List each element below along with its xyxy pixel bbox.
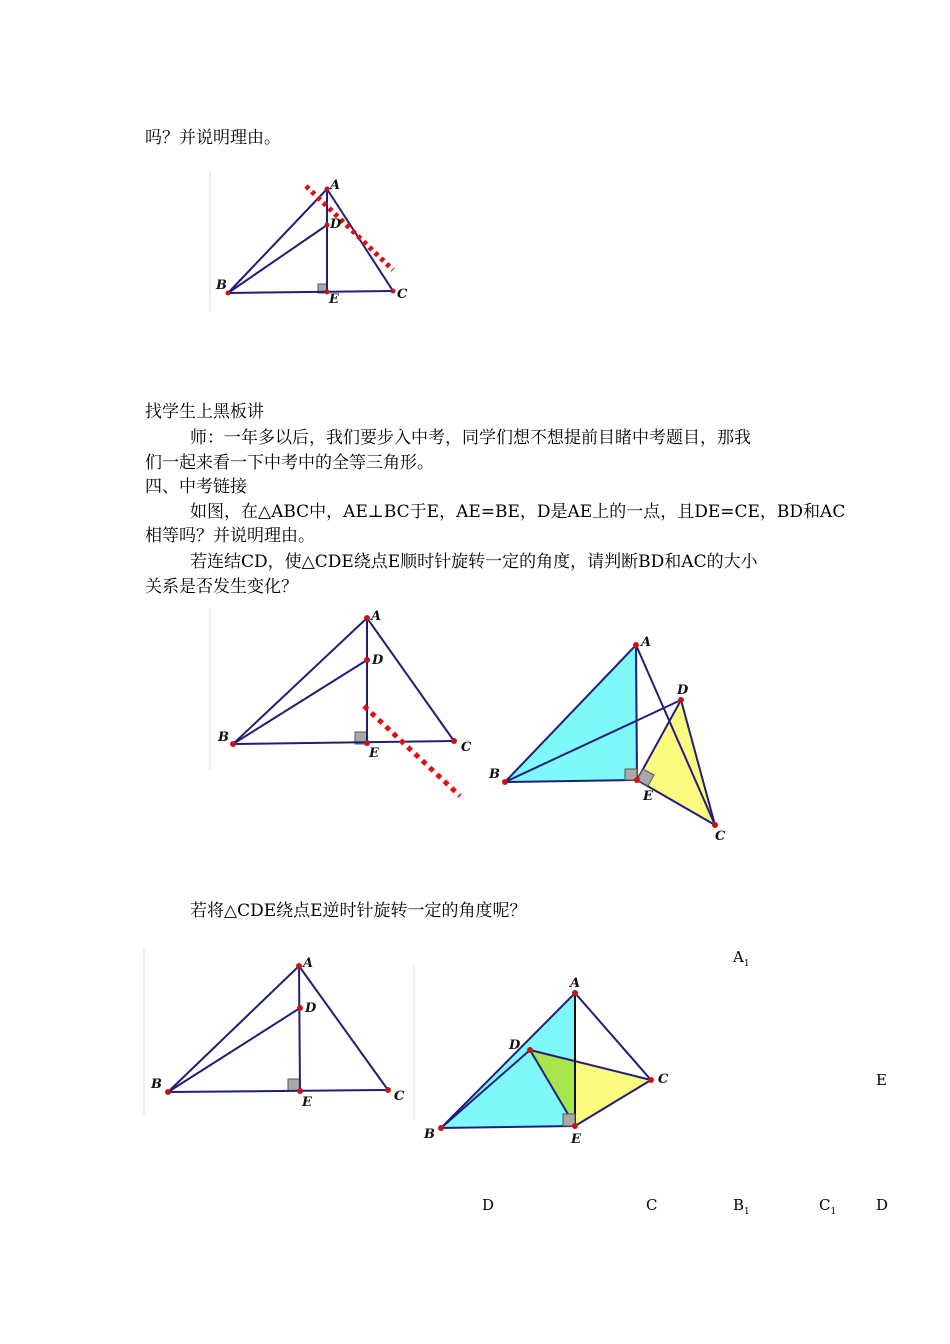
label-B: B — [424, 1127, 435, 1142]
text-line-1: 吗？并说明理由。 — [145, 128, 281, 148]
label-E: E — [369, 746, 379, 761]
label-A: A — [330, 178, 341, 193]
text-line-2: 找学生上黑板讲 — [145, 402, 264, 422]
label-C: C — [397, 287, 408, 302]
label-E: E — [571, 1132, 581, 1147]
text-line-6: 如图，在△ABC中，AE⊥BC于E，AE=BE，D是AE上的一点，且DE=CE，BD和AC — [190, 502, 846, 522]
stray-label-a1: $A_1$ — [733, 948, 750, 969]
figure-5-rotated-counterclockwise — [418, 970, 678, 1150]
label-D: D — [509, 1038, 521, 1053]
figure-1-triangle — [205, 172, 415, 314]
label-E: E — [643, 789, 653, 804]
label-B: B — [218, 730, 229, 745]
text-line-4: 们一起来看一下中考中的全等三角形。 — [145, 453, 434, 473]
stray-label-c1: $C_1$ — [819, 1196, 837, 1217]
label-C: C — [461, 740, 472, 755]
yellow-triangle — [637, 700, 715, 825]
text-line-9: 关系是否发生变化？ — [145, 577, 298, 597]
stray-label-b1: $B_1$ — [733, 1196, 750, 1217]
label-A: A — [303, 956, 314, 971]
label-A: A — [570, 976, 581, 991]
text-line-3: 师：一年多以后，我们要步入中考，同学们想不想提前目睹中考题目，那我 — [190, 428, 751, 448]
figure-2-triangle — [205, 605, 475, 800]
text-line-10: 若将△CDE绕点E逆时针旋转一定的角度呢？ — [190, 901, 527, 921]
label-B: B — [151, 1077, 162, 1092]
text-line-8: 若连结CD，使△CDE绕点E顺时针旋转一定的角度，请判断BD和AC的大小 — [190, 552, 758, 572]
label-D: D — [330, 217, 342, 232]
dashed-line — [306, 186, 393, 270]
figure-4-triangle — [140, 945, 415, 1120]
stray-label-e: E — [876, 1071, 887, 1089]
figure-3-rotated-clockwise — [480, 630, 740, 845]
text-line-7: 相等吗？并说明理由。 — [145, 526, 315, 546]
label-C: C — [715, 829, 726, 844]
label-E: E — [302, 1095, 312, 1110]
stray-label-d1: D — [482, 1196, 495, 1214]
label-B: B — [489, 767, 500, 782]
label-D: D — [677, 683, 689, 698]
label-A: A — [641, 635, 652, 650]
label-A: A — [371, 609, 382, 624]
label-C: C — [394, 1089, 405, 1104]
label-D: D — [372, 653, 384, 668]
stray-label-c: C — [646, 1196, 658, 1214]
section-heading: 四、中考链接 — [145, 477, 247, 497]
label-D: D — [305, 1001, 317, 1016]
label-E: E — [329, 292, 339, 307]
cyan-triangle — [505, 645, 637, 782]
stray-label-d2: D — [876, 1196, 889, 1214]
label-C: C — [658, 1072, 669, 1087]
label-B: B — [216, 278, 227, 293]
